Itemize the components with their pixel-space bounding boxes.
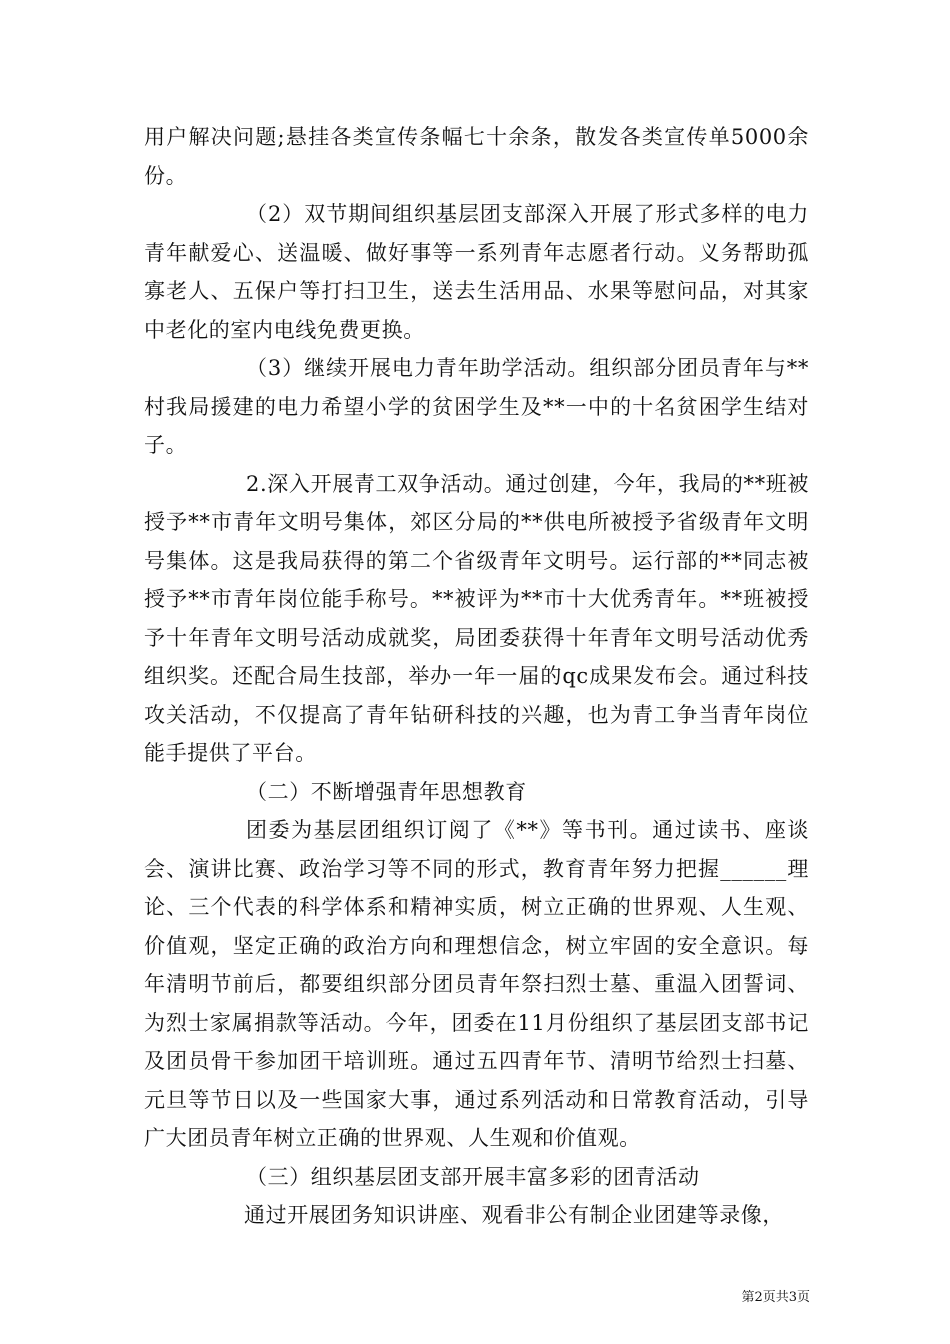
paragraph-1: 用户解决问题;悬挂各类宣传条幅七十余条，散发各类宣传单5000余份。 — [144, 125, 809, 188]
paragraph-5: 团委为基层团组织订阅了《**》等书刊。通过读书、座谈会、演讲比赛、政治学习等不同的形式，教育青年努力把握______理论、三个代表的科学体系和精神实质，树立正确的世界观、人生观、价值观，坚定正确的政治方向和理想信念，树立牢固的安全意识。每年清明节前后，都要组织部分团员青年祭扫烈士墓、重温入团誓词、为烈士家属捐款等活动。今年，团委在11月份组织了基层团支部书记及团员骨干参加团干培训班。通过五四青年节、清明节给烈士扫墓、元旦等节日以及一些国家大事，通过系列活动和日常教育活动，引导广大团员青年树立正确的世界观、人生观和价值观。 — [144, 818, 809, 1150]
page-number: 第2页共3页 — [741, 1290, 810, 1305]
paragraph-3: （3）继续开展电力青年助学活动。组织部分团员青年与**村我局援建的电力希望小学的贫困学生及**一中的十名贫困学生结对子。 — [144, 356, 809, 457]
paragraph-2: （2）双节期间组织基层团支部深入开展了形式多样的电力青年献爱心、送温暖、做好事等一系列青年志愿者行动。义务帮助孤寡老人、五保户等打扫卫生，送去生活用品、水果等慰问品，对其家中老化的室内电线免费更换。 — [144, 202, 809, 342]
paragraph-4: 2.深入开展青工双争活动。通过创建，今年，我局的**班被授予**市青年文明号集体，郊区分局的**供电所被授予省级青年文明号集体。这是我局获得的第二个省级青年文明号。运行部的**同志被授予**市青年岗位能手称号。**被评为**市十大优秀青年。**班被授予十年青年文明号活动成就奖，局团委获得十年青年文明号活动优秀组织奖。还配合局生技部，举办一年一届的qc成果发布会。通过科技攻关活动，不仅提高了青年钻研科技的兴趣，也为青工争当青年岗位能手提供了平台。 — [144, 471, 809, 765]
section-heading-3: （三）组织基层团支部开展丰富多彩的团青活动 — [246, 1164, 700, 1189]
section-heading-2: （二）不断增强青年思想教育 — [246, 779, 527, 804]
document-body — [144, 118, 809, 1235]
paragraph-6: 通过开展团务知识讲座、观看非公有制企业团建等录像， — [244, 1203, 784, 1227]
